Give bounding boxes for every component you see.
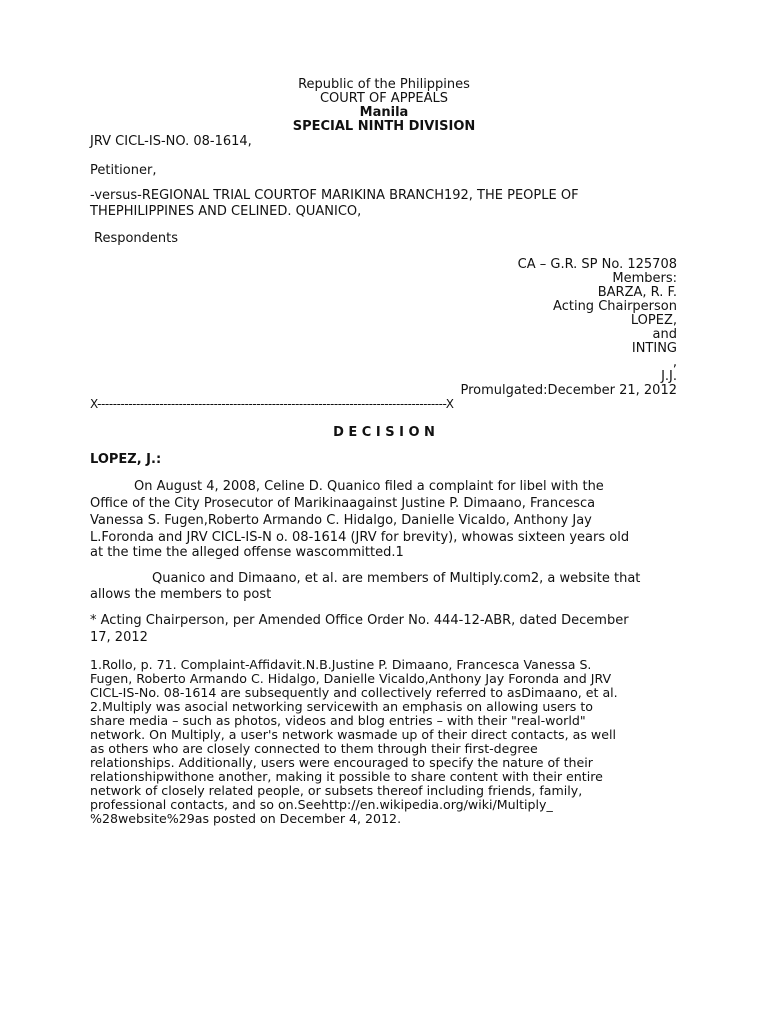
versus-line-2: THEPHILIPPINES AND CELINED. QUANICO, (90, 204, 362, 219)
member-barza-role: Acting Chairperson (553, 299, 677, 314)
member-lopez: LOPEZ, (630, 313, 677, 328)
footnote-line: 2.Multiply was asocial networking servicewith an emphasis on allowing users to (90, 699, 594, 714)
respondents-label: Respondents (94, 231, 179, 246)
footnote-line: share media – such as photos, videos and blog entries – with their "real-world" (90, 713, 586, 728)
member-comma: , (672, 355, 677, 370)
promulgated-date: Promulgated:December 21, 2012 (460, 383, 677, 398)
decision-title: D E C I S I O N (333, 425, 435, 440)
member-conjunction: and (652, 327, 677, 342)
footnote-line: CICL-IS-No. 08-1614 are subsequently and collectively referred to asDimaano, et al. (90, 685, 618, 700)
header-court: COURT OF APPEALS (319, 91, 448, 106)
petitioner-case-number: JRV CICL-IS-NO. 08-1614, (90, 134, 252, 149)
footnote-line: professional contacts, and so on.Seehttp://en.wikipedia.org/wiki/Multiply_ (90, 797, 553, 812)
footnote-line: Fugen, Roberto Armando C. Hidalgo, Danielle Vicaldo,Anthony Jay Foronda and JRV (90, 671, 612, 686)
petitioner-label: Petitioner, (90, 163, 157, 178)
footnote-line: 1.Rollo, p. 71. Complaint-Affidavit.N.B.Justine P. Dimaano, Francesca Vanessa S. (90, 657, 592, 672)
header-city: Manila (359, 105, 409, 120)
body-paragraph-1-line: Office of the City Prosecutor of Marikinaagainst Justine P. Dimaano, Francesca (90, 496, 596, 511)
footnote-line: %28website%29as posted on December 4, 2012. (90, 811, 402, 826)
member-inting: INTING (631, 341, 677, 356)
separator-line: X------------------------------------------------------------------------------------------X (90, 397, 454, 411)
header-division: SPECIAL NINTH DIVISION (292, 119, 476, 134)
footnote-line: as others who are closely connected to them through their first-degree (90, 741, 538, 756)
footnote-line: network of closely related people, or subsets thereof including friends, family, (90, 783, 583, 798)
acting-chair-note-line: * Acting Chairperson, per Amended Office Order No. 444-12-ABR, dated December (90, 613, 629, 628)
gr-number: CA – G.R. SP No. 125708 (517, 257, 677, 272)
members-label: Members: (612, 271, 677, 286)
footnote-line: relationshipwithone another, making it possible to share content with their entire (90, 769, 603, 784)
member-barza: BARZA, R. F. (597, 285, 677, 300)
body-paragraph-2-line: allows the members to post (90, 587, 272, 602)
body-paragraph-1-line: L.Foronda and JRV CICL-IS-N o. 08-1614 (JRV for brevity), whowas sixteen years old (90, 530, 630, 545)
footnote-line: network. On Multiply, a user's network wasmade up of their direct contacts, as well (90, 727, 616, 742)
body-paragraph-1-line: Vanessa S. Fugen,Roberto Armando C. Hidalgo, Danielle Vicaldo, Anthony Jay (90, 513, 592, 528)
footnote-line: relationships. Additionally, users were encouraged to specify the nature of their (90, 755, 593, 770)
body-paragraph-1-line: at the time the alleged offense wascommitted.1 (90, 545, 404, 560)
body-paragraph-1-line: On August 4, 2008, Celine D. Quanico filed a complaint for libel with the (134, 479, 604, 494)
justices-abbrev: J.J. (661, 369, 677, 384)
versus-line-1: -versus-REGIONAL TRIAL COURTOF MARIKINA BRANCH192, THE PEOPLE OF (90, 188, 579, 203)
acting-chair-note-line: 17, 2012 (90, 630, 148, 645)
body-paragraph-2-line: Quanico and Dimaano, et al. are members of Multiply.com2, a website that (152, 571, 641, 586)
ponente: LOPEZ, J.: (90, 452, 162, 467)
header-republic: Republic of the Philippines (298, 77, 470, 92)
